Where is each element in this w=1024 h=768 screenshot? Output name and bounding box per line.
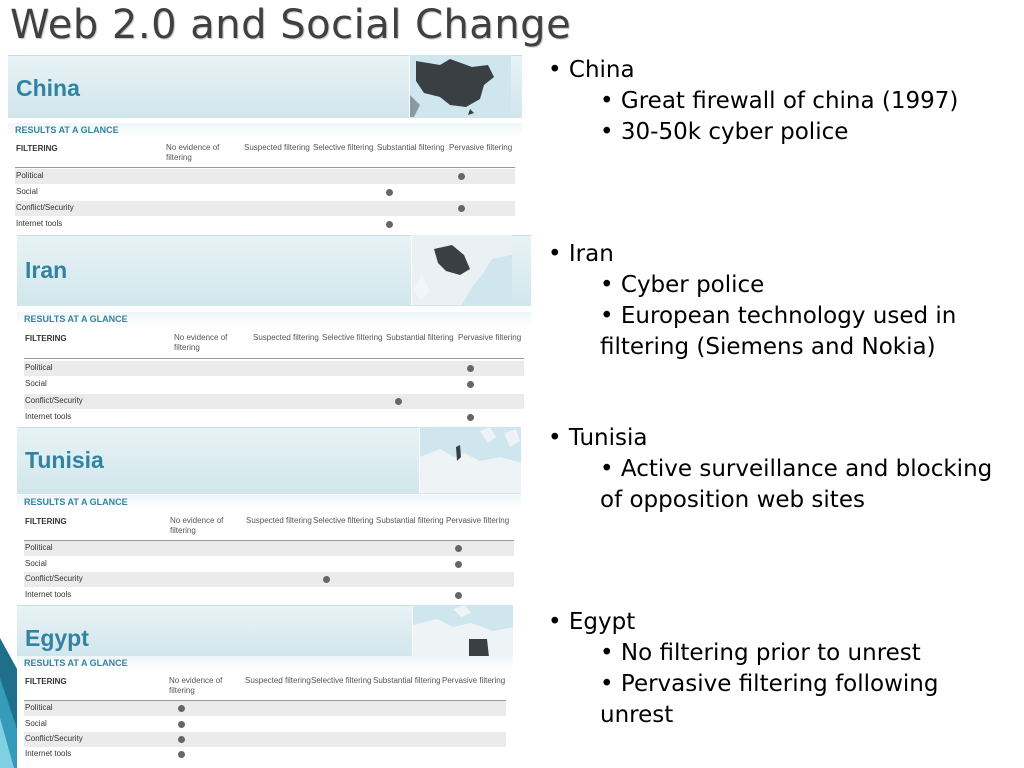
col-substantial: Substantial filtering: [376, 516, 444, 525]
panel-china: [8, 55, 522, 235]
col-selective: Selective filtering: [311, 676, 372, 685]
country-name: Egypt: [25, 625, 89, 651]
level-dot: [386, 221, 393, 228]
results-label: RESULTS AT A GLANCE: [15, 125, 119, 135]
level-dot: [386, 189, 393, 196]
table-row: [24, 557, 514, 572]
level-dot: [467, 365, 474, 372]
bullet-group-tunisia: [548, 423, 998, 516]
level-dot: [455, 592, 462, 599]
bullet-country: • Egypt: [548, 609, 636, 635]
bullet-group-china: [548, 55, 998, 148]
row-label: Political: [25, 703, 53, 712]
slide-title: Web 2.0 and Social Change: [10, 2, 572, 48]
results-label: RESULTS AT A GLANCE: [24, 314, 128, 324]
col-selective: Selective filtering: [322, 333, 383, 342]
panel-egypt: [17, 605, 513, 768]
iran-map: [411, 235, 512, 305]
bullet-item: • Cyber police: [600, 272, 765, 298]
row-label: Political: [25, 363, 53, 372]
level-dot: [455, 561, 462, 568]
row-label: Conflict/Security: [16, 203, 74, 212]
level-dot: [323, 576, 330, 583]
col-suspected: Suspected filtering: [246, 516, 312, 525]
col-no-evidence: No evidence of filtering: [170, 516, 224, 535]
glance-bar: [17, 312, 531, 326]
col-substantial: Substantial filtering: [386, 333, 454, 342]
col-pervasive: Pervasive filtering: [449, 143, 513, 152]
glance-bar: [17, 495, 521, 509]
table-row: [24, 572, 514, 587]
level-dot: [178, 721, 185, 728]
table-row: [15, 217, 515, 232]
bullet-country: • Iran: [548, 241, 614, 267]
bullet-group-egypt: [548, 607, 998, 731]
col-no-evidence: No evidence of filtering: [169, 676, 223, 695]
level-dot: [467, 381, 474, 388]
panel-iran: [17, 235, 531, 427]
country-name: Iran: [25, 257, 68, 283]
row-label: Conflict/Security: [25, 396, 83, 405]
table-row: [24, 717, 506, 732]
row-label: Internet tools: [25, 412, 72, 421]
row-label: Social: [25, 719, 47, 728]
col-no-evidence: No evidence of filtering: [174, 333, 228, 352]
filtering-header: FILTERING: [16, 144, 58, 153]
glance-bar: [17, 656, 513, 670]
panel-tunisia: [17, 427, 521, 605]
level-dot: [458, 173, 465, 180]
table-row: [24, 377, 524, 392]
col-pervasive: Pervasive filtering: [446, 516, 510, 525]
row-label: Social: [25, 559, 47, 568]
table-row: [24, 410, 524, 425]
egypt-map: [412, 605, 513, 657]
bullet-item: • European technology used in filtering (Siemens and Nokia): [600, 303, 957, 360]
results-label: RESULTS AT A GLANCE: [24, 497, 128, 507]
level-dot: [178, 736, 185, 743]
table-row: [15, 201, 515, 216]
level-dot: [395, 398, 402, 405]
row-label: Internet tools: [25, 749, 72, 758]
level-dot: [455, 545, 462, 552]
col-suspected: Suspected filtering: [245, 676, 311, 685]
filtering-header: FILTERING: [25, 677, 67, 686]
col-pervasive: Pervasive filtering: [442, 676, 506, 685]
table-row: [24, 588, 514, 603]
row-label: Conflict/Security: [25, 734, 83, 743]
row-label: Internet tools: [25, 590, 72, 599]
filtering-header: FILTERING: [25, 334, 67, 343]
results-label: RESULTS AT A GLANCE: [24, 658, 128, 668]
col-no-evidence: No evidence of filtering: [166, 143, 220, 162]
row-label: Conflict/Security: [25, 574, 83, 583]
col-selective: Selective filtering: [313, 143, 374, 152]
header-rule: [15, 167, 515, 168]
glance-bar: [8, 123, 522, 137]
row-label: Political: [16, 171, 44, 180]
table-row: [15, 169, 515, 184]
level-dot: [467, 414, 474, 421]
bullet-item: • No filtering prior to unrest: [600, 640, 921, 666]
level-dot: [178, 751, 185, 758]
row-label: Political: [25, 543, 53, 552]
table-row: [24, 732, 506, 747]
china-map: [409, 55, 511, 117]
row-label: Social: [25, 379, 47, 388]
filtering-header: FILTERING: [25, 517, 67, 526]
level-dot: [458, 205, 465, 212]
col-suspected: Suspected filtering: [244, 143, 310, 152]
table-row: [24, 394, 524, 409]
country-name: China: [16, 75, 80, 101]
table-row: [24, 701, 506, 716]
bullet-country: • Tunisia: [548, 425, 648, 451]
table-row: [24, 361, 524, 376]
bullet-group-iran: [548, 239, 998, 363]
table-row: [24, 541, 514, 556]
col-suspected: Suspected filtering: [253, 333, 319, 342]
bullet-item: • Pervasive filtering following unrest: [600, 671, 939, 728]
country-name: Tunisia: [25, 447, 104, 473]
col-selective: Selective filtering: [313, 516, 374, 525]
col-pervasive: Pervasive filtering: [458, 333, 522, 342]
bullet-country: • China: [548, 57, 635, 83]
header-rule: [24, 358, 524, 359]
bullet-item: • Great firewall of china (1997): [600, 88, 959, 114]
tunisia-map: [419, 427, 521, 493]
bullet-item: • 30-50k cyber police: [600, 119, 849, 145]
row-label: Internet tools: [16, 219, 63, 228]
col-substantial: Substantial filtering: [373, 676, 441, 685]
table-row: [24, 747, 506, 762]
col-substantial: Substantial filtering: [377, 143, 445, 152]
bullet-item: • Active surveillance and blocking of opposition web sites: [600, 456, 993, 513]
table-row: [15, 185, 515, 200]
level-dot: [178, 705, 185, 712]
row-label: Social: [16, 187, 38, 196]
